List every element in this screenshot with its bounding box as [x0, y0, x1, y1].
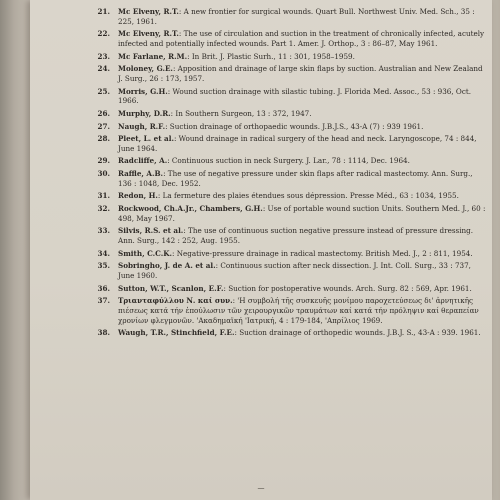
reference-author: Redon, H.	[118, 191, 158, 201]
reference-number: 21.	[97, 7, 110, 16]
reference-number: 35.	[97, 261, 110, 271]
reference-author: Moloney, G.E.	[118, 64, 173, 74]
reference-item	[86, 169, 486, 188]
reference-author: Mc Farlane, R.M.	[118, 51, 188, 61]
reference-list	[86, 7, 486, 341]
reference-author: Mc Elveny, R.T.	[118, 7, 179, 16]
reference-text: : La fermeture des plaies étendues sous dépression. Presse Méd., 63 : 1034, 1955.	[157, 191, 459, 201]
reference-author: Smith, C.C.K.	[118, 248, 173, 258]
reference-author: Rockwood, Ch.A.Jr., Chambers, G.H.	[118, 204, 263, 214]
reference-author: Naugh, R.F.	[118, 121, 166, 131]
reference-item	[86, 122, 486, 132]
reference-author: Sutton, W.T., Scanlon, E.F.	[118, 283, 224, 293]
reference-number: 28.	[97, 134, 110, 144]
reference-item	[86, 261, 486, 280]
reference-item	[86, 87, 486, 106]
reference-author: Morris, G.H.	[118, 86, 168, 96]
reference-item	[86, 109, 486, 119]
reference-item	[86, 296, 486, 325]
reference-item	[86, 134, 486, 153]
reference-number: 26.	[97, 108, 110, 118]
reference-item	[86, 64, 486, 83]
reference-text: : Wound drainage in radical surgery of the head and neck. Laryngoscope, 74 : 844, June 1964.	[118, 134, 477, 153]
reference-text: : Suction for postoperative wounds. Arch. Surg. 82 : 569, Apr. 1961.	[223, 283, 472, 293]
reference-author: Τριανταφύλλου Ν. καί συν.	[118, 296, 233, 306]
reference-number: 30.	[97, 169, 110, 179]
reference-author: Radcliffe, A.	[118, 156, 168, 166]
reference-number: 38.	[97, 328, 110, 338]
reference-text: : Suction drainage of orthopedic wounds. J.B.J. S., 43-A : 939. 1961.	[234, 328, 481, 338]
reference-text: : A new frontier for surgical wounds. Quart Bull. Northwest Univ. Med. Sch., 35 : 225, 1961.	[118, 7, 475, 26]
reference-author: Waugh, T.R., Stinchfield, F.E.	[118, 328, 235, 338]
reference-item	[86, 52, 486, 62]
reference-author: Murphy, D.R.	[118, 108, 171, 118]
reference-item	[86, 226, 486, 245]
reference-text: : The use of circulation and suction in the treatment of chronically infected, acutely infected and potentially infected wounds. Part 1. Amer. J. Orthop., 3 : 86–87, May 1961.	[118, 29, 485, 48]
reference-text: : In Southern Surgeon, 13 : 372, 1947.	[170, 108, 312, 118]
reference-number: 25.	[97, 86, 110, 96]
reference-author: Sobringho, J. de A. et al.	[118, 261, 216, 271]
reference-author: Mc Elveny, R.T.	[118, 29, 179, 39]
reference-text: : In Brit. J. Plastic Surh., 11 : 301, 1958–1959.	[187, 51, 355, 61]
reference-text: : Use of portable wound suction Units. Southern Med. J., 60 : 498, May 1967.	[118, 204, 486, 223]
reference-item	[86, 191, 486, 201]
reference-text: : Continuous suction in neck Surgery. J. Lar., 78 : 1114, Dec. 1964.	[167, 156, 410, 166]
reference-text: : Suction drainage of orthopaedic wounds. J.B.J.S., 43-A (7) : 939 1961.	[165, 121, 424, 131]
reference-author: Silvis, R.S. et al.	[118, 226, 184, 236]
reference-number: 22.	[97, 29, 110, 39]
reference-number: 32.	[97, 204, 110, 214]
reference-number: 29.	[97, 156, 110, 166]
document-page	[30, 0, 492, 500]
reference-text: : Continuous suction after neck dissection. J. Int. Coll. Surg., 33 : 737, June 1960.	[118, 261, 471, 280]
page-number: —	[257, 484, 265, 492]
reference-item	[86, 328, 486, 338]
reference-text: : The use of continuous suction negative pressure instead of pressure dressing. Ann. Surg., 142 : 252, Aug. 1955.	[118, 226, 474, 245]
reference-number: 27.	[97, 121, 110, 131]
reference-item	[86, 7, 486, 26]
reference-number: 34.	[97, 248, 110, 258]
reference-author: Pleet, L. et al.	[118, 134, 174, 144]
reference-number: 23.	[97, 51, 110, 61]
reference-number: 37.	[97, 296, 110, 306]
reference-item	[86, 249, 486, 259]
reference-number: 36.	[97, 283, 110, 293]
reference-item	[86, 29, 486, 48]
reference-text: : Negative-pressure drainage in radical mastectomy. British Med. J., 2 : 811, 1954.	[172, 248, 473, 258]
reference-item	[86, 204, 486, 223]
reference-item	[86, 156, 486, 166]
reference-number: 33.	[97, 226, 110, 236]
reference-number: 31.	[97, 191, 110, 201]
reference-text: : Wound suction drainage with silastic tubing. J. Florida Med. Assoc., 53 : 936, Oct. 1966.	[118, 86, 472, 106]
reference-item	[86, 284, 486, 294]
reference-author: Raffle, A.B.	[118, 169, 164, 179]
reference-text: : Apposition and drainage of large skin flaps by suction. Australian and New Zealand J. Surg., 26 : 173, 1957.	[118, 64, 483, 83]
reference-number: 24.	[97, 64, 110, 74]
reference-text: : The use of negative pressure under skin flaps after radical mastectomy. Ann. Surg., 136 : 1048, Dec. 1952.	[118, 169, 473, 188]
reference-text: : 'Η συμβολή τῆς συσκευῆς μονίμου παροχετεύσεως δι' ἀρνητικῆς πιέσεως κατά τήν ἐπούλωσιν τῶν χειρουργικῶν τραυμάτων καί κατά τήν πρόληψιν καί θεραπείαν χρονίων φλεγμονῶν. 'Ακαδημαϊκή 'Ιατρική, 4 : 179-184, 'Απρίλιος 1969.	[118, 296, 479, 325]
